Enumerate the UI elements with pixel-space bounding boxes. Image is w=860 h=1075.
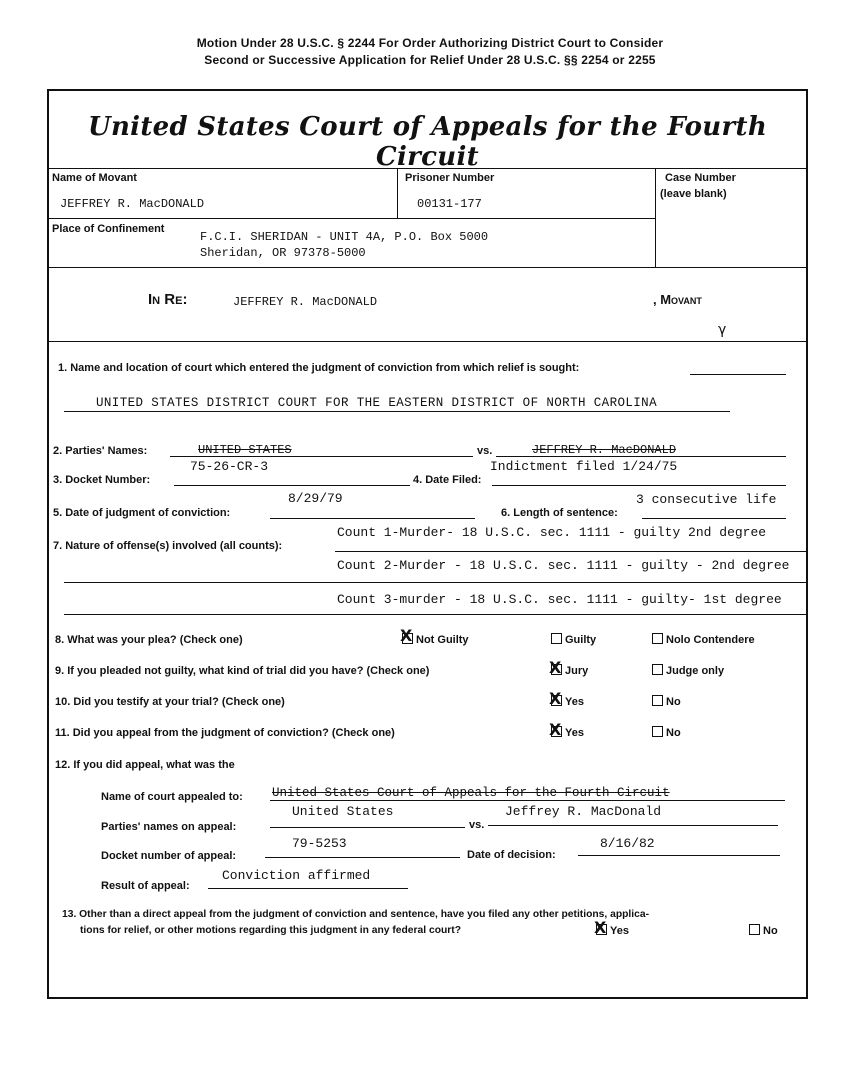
q5-value: 8/29/79: [288, 491, 343, 506]
q12-result-value: Conviction affirmed: [222, 868, 371, 883]
checkbox-icon: [749, 924, 760, 935]
q6-value: 3 consecutive life: [636, 492, 777, 507]
q10-opt-no[interactable]: [652, 695, 681, 708]
handwritten-mark: γ: [718, 322, 727, 338]
q9-opt1-label: Jury: [565, 665, 589, 677]
in-re-name: JEFFREY R. MacDONALD: [233, 295, 378, 309]
q7-count1: Count 1-Murder- 18 U.S.C. sec. 1111 - guilty 2nd degree: [337, 525, 767, 540]
q1-label: 1. Name and location of court which entered the judgment of conviction from which relief is sought:: [58, 362, 580, 374]
q7-line3: [64, 614, 807, 615]
q7-count2: Count 2-Murder - 18 U.S.C. sec. 1111 - guilty - 2nd degree: [337, 558, 790, 573]
q13-opt-no[interactable]: [749, 924, 778, 937]
q2-party1: UNITED STATES: [198, 443, 292, 457]
divider: [397, 168, 398, 218]
checkbox-checked-icon: [400, 626, 413, 645]
q9-opt-judge[interactable]: [652, 664, 724, 677]
checkbox-icon: [652, 695, 663, 706]
q9-opt-jury[interactable]: [549, 658, 589, 677]
q12-docket-line: [265, 857, 460, 858]
check-x-icon: X: [549, 689, 562, 708]
q10-opt-yes[interactable]: [549, 689, 584, 708]
check-x-icon: X: [400, 626, 413, 645]
q8-opt-guilty[interactable]: [551, 633, 596, 646]
q7-count3: Count 3-murder - 18 U.S.C. sec. 1111 - guilty- 1st degree: [337, 592, 782, 607]
q10-label: 10. Did you testify at your trial? (Check one): [55, 696, 285, 708]
q12-result-label: Result of appeal:: [101, 880, 190, 892]
q11-opt-no[interactable]: [652, 726, 681, 739]
q6-line: [642, 518, 786, 519]
prisoner-number-label: Prisoner Number: [405, 172, 495, 184]
q12-result-line: [208, 888, 408, 889]
checkbox-icon: [652, 633, 663, 644]
case-number-label: Case Number: [665, 172, 736, 184]
checkbox-checked-icon: [594, 918, 607, 937]
q13-label-line2: tions for relief, or other motions regarding this judgment in any federal court?: [80, 925, 462, 936]
q1-value-line: [64, 411, 730, 412]
q12-court-label: Name of court appealed to:: [101, 791, 243, 803]
q5-line: [270, 518, 475, 519]
case-number-sublabel: (leave blank): [660, 188, 727, 200]
q9-opt2-label: Judge only: [666, 665, 725, 677]
divider: [47, 218, 655, 219]
movant-name-value: JEFFREY R. MacDONALD: [60, 197, 205, 211]
q8-opt2-label: Guilty: [565, 634, 597, 646]
checkbox-checked-icon: [549, 720, 562, 739]
q13-opt1-label: Yes: [610, 925, 629, 937]
q11-opt2-label: No: [666, 727, 681, 739]
q12-docket-label: Docket number of appeal:: [101, 850, 237, 862]
q1-line: [690, 374, 786, 375]
q13-label-line1: 13. Other than a direct appeal from the judgment of conviction and sentence, have you filed any other petitions, applica-: [62, 909, 650, 920]
q10-opt2-label: No: [666, 696, 681, 708]
q10-opt1-label: Yes: [565, 696, 584, 708]
q13-opt-yes[interactable]: [594, 918, 629, 937]
place-of-confinement-label: Place of Confinement: [52, 223, 165, 235]
q8-opt-not-guilty[interactable]: [400, 626, 469, 646]
court-title: United States Court of Appeals for the Fourth Circuit: [87, 112, 768, 172]
checkbox-icon: [652, 664, 663, 675]
place-of-confinement-line2: Sheridan, OR 97378-5000: [200, 246, 366, 260]
q2-line2: [496, 456, 786, 457]
q12-vs: vs.: [469, 819, 485, 831]
q2-line1: [170, 456, 473, 457]
q2-party2: JEFFREY R. MacDONALD: [532, 443, 677, 457]
movant-suffix: , Movant: [653, 292, 702, 307]
q3-label: 3. Docket Number:: [53, 474, 151, 486]
q1-value: UNITED STATES DISTRICT COURT FOR THE EASTERN DISTRICT OF NORTH CAROLINA: [96, 396, 657, 410]
checkbox-icon: [652, 726, 663, 737]
q12-party2: Jeffrey R. MacDonald: [505, 804, 662, 819]
divider: [655, 168, 656, 267]
q2-vs: vs.: [477, 445, 493, 457]
q13-opt2-label: No: [763, 925, 778, 937]
q12-party1: United States: [292, 804, 394, 819]
q7-line2: [64, 582, 807, 583]
check-x-icon: X: [594, 918, 607, 937]
q12-parties-line1: [270, 827, 465, 828]
q8-opt-nolo[interactable]: [652, 633, 755, 646]
form-header-line1: Motion Under 28 U.S.C. § 2244 For Order Authorizing District Court to Consider: [196, 36, 664, 50]
q2-label: 2. Parties' Names:: [53, 445, 148, 457]
check-x-icon: X: [549, 658, 562, 677]
in-re-label: In Re:: [148, 291, 188, 308]
q9-label: 9. If you pleaded not guilty, what kind of trial did you have? (Check one): [55, 665, 430, 677]
divider: [47, 168, 808, 169]
q4-label: 4. Date Filed:: [413, 474, 482, 486]
q11-label: 11. Did you appeal from the judgment of conviction? (Check one): [55, 727, 395, 739]
q7-label: 7. Nature of offense(s) involved (all counts):: [53, 540, 283, 552]
checkbox-checked-icon: [549, 658, 562, 677]
divider: [47, 267, 808, 268]
q6-label: 6. Length of sentence:: [501, 507, 618, 519]
q12-parties-line2: [488, 825, 778, 826]
form-header-line2: Second or Successive Application for Relief Under 28 U.S.C. §§ 2254 or 2255: [204, 53, 656, 67]
q11-opt-yes[interactable]: [549, 720, 584, 739]
prisoner-number-value: 00131-177: [417, 197, 482, 211]
q11-opt1-label: Yes: [565, 727, 584, 739]
q12-parties-label: Parties' names on appeal:: [101, 821, 237, 833]
q12-decision-line: [578, 855, 780, 856]
q7-line1: [335, 551, 807, 552]
q4-line: [492, 485, 786, 486]
divider: [47, 341, 808, 342]
q12-court-line: [270, 800, 785, 801]
q4-value: Indictment filed 1/24/75: [490, 459, 678, 474]
q3-line: [174, 485, 410, 486]
q12-decision-value: 8/16/82: [600, 836, 655, 851]
q12-label: 12. If you did appeal, what was the: [55, 759, 235, 771]
q3-value: 75-26-CR-3: [190, 459, 269, 474]
q12-decision-label: Date of decision:: [467, 849, 556, 861]
q8-opt1-label: Not Guilty: [416, 634, 469, 646]
check-x-icon: X: [549, 720, 562, 739]
q12-court-value: United States Court of Appeals for the Fourth Circuit: [272, 786, 670, 800]
checkbox-checked-icon: [549, 689, 562, 708]
q8-opt3-label: Nolo Contendere: [666, 634, 755, 646]
movant-name-label: Name of Movant: [52, 172, 137, 184]
q8-label: 8. What was your plea? (Check one): [55, 634, 243, 646]
checkbox-icon: [551, 633, 562, 644]
q12-docket-value: 79-5253: [292, 836, 347, 851]
q5-label: 5. Date of judgment of conviction:: [53, 507, 231, 519]
place-of-confinement-line1: F.C.I. SHERIDAN - UNIT 4A, P.O. Box 5000: [200, 230, 489, 244]
